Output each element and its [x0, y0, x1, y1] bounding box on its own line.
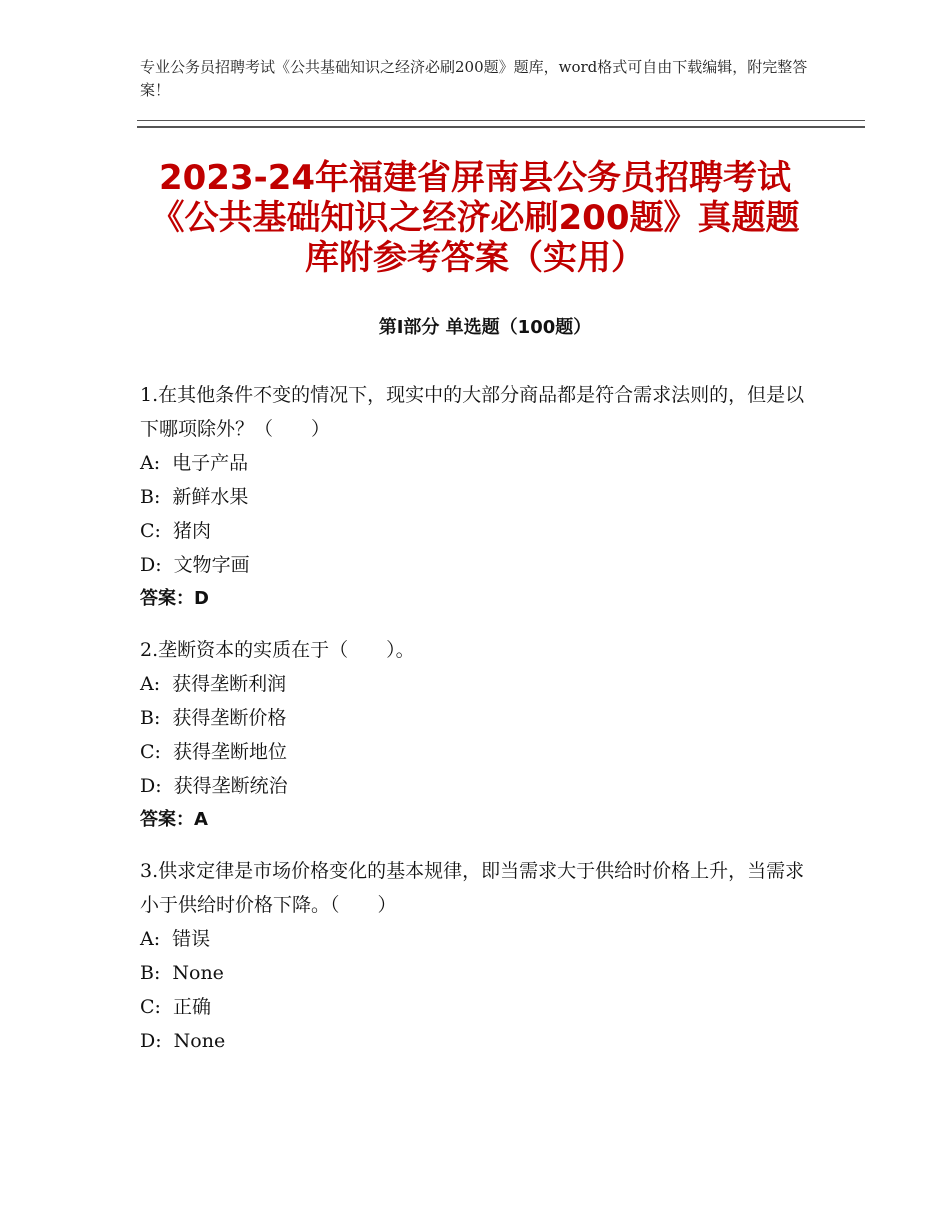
option-a: [140, 446, 815, 480]
option-label: A:: [140, 928, 161, 950]
option-label: B:: [140, 486, 161, 508]
option-c: [140, 514, 815, 548]
option-d: [140, 1024, 815, 1058]
header-divider: [137, 120, 865, 128]
option-a: [140, 667, 815, 701]
option-a: [140, 922, 815, 956]
question-list: [140, 378, 815, 1075]
option-text: 获得垄断价格: [172, 707, 287, 729]
option-c: [140, 990, 815, 1024]
option-text: 获得垄断利润: [172, 673, 287, 695]
option-c: [140, 735, 815, 769]
section-heading: 第Ⅰ部分 单选题（100题）: [378, 317, 592, 338]
option-text: 获得垄断地位: [172, 741, 287, 763]
option-text: 电子产品: [172, 452, 249, 474]
option-label: D:: [140, 775, 162, 797]
question-stem: 3.供求定律是市场价格变化的基本规律，即当需求大于供给时价格上升，当需求小于供给时价格下降。（ ）: [140, 860, 805, 916]
option-label: B:: [140, 962, 161, 984]
option-text: 文物字画: [173, 554, 250, 576]
option-label: C:: [140, 741, 161, 763]
option-text: 正确: [172, 996, 211, 1018]
option-label: B:: [140, 707, 161, 729]
option-text: 猪肉: [172, 520, 211, 542]
option-label: D:: [140, 554, 162, 576]
question-stem: 1.在其他条件不变的情况下，现实中的大部分商品都是符合需求法则的，但是以下哪项除外？（ ）: [140, 384, 805, 440]
option-b: [140, 956, 815, 990]
option-text: 错误: [172, 928, 211, 950]
document-title: 2023-24年福建省屏南县公务员招聘考试《公共基础知识之经济必刷200题》真题题库附参考答案（实用）: [150, 158, 800, 278]
option-label: C:: [140, 996, 161, 1018]
option-label: A:: [140, 452, 161, 474]
answer-label: 答案：A: [140, 809, 208, 830]
option-label: A:: [140, 673, 161, 695]
option-text: 获得垄断统治: [173, 775, 288, 797]
option-text: None: [173, 1030, 226, 1052]
option-label: C:: [140, 520, 161, 542]
option-b: [140, 480, 815, 514]
option-text: 新鲜水果: [172, 486, 249, 508]
option-label: D:: [140, 1030, 162, 1052]
question-3: [140, 854, 815, 1058]
option-b: [140, 701, 815, 735]
question-2: [140, 633, 815, 837]
header-note: 专业公务员招聘考试《公共基础知识之经济必刷200题》题库，word格式可自由下载编辑，附完整答案！: [140, 58, 808, 99]
option-text: None: [172, 962, 224, 984]
option-d: [140, 769, 815, 803]
question-1: [140, 378, 815, 616]
answer-label: 答案：D: [140, 588, 209, 609]
question-stem: 2.垄断资本的实质在于（ ）。: [140, 639, 415, 661]
option-d: [140, 548, 815, 582]
